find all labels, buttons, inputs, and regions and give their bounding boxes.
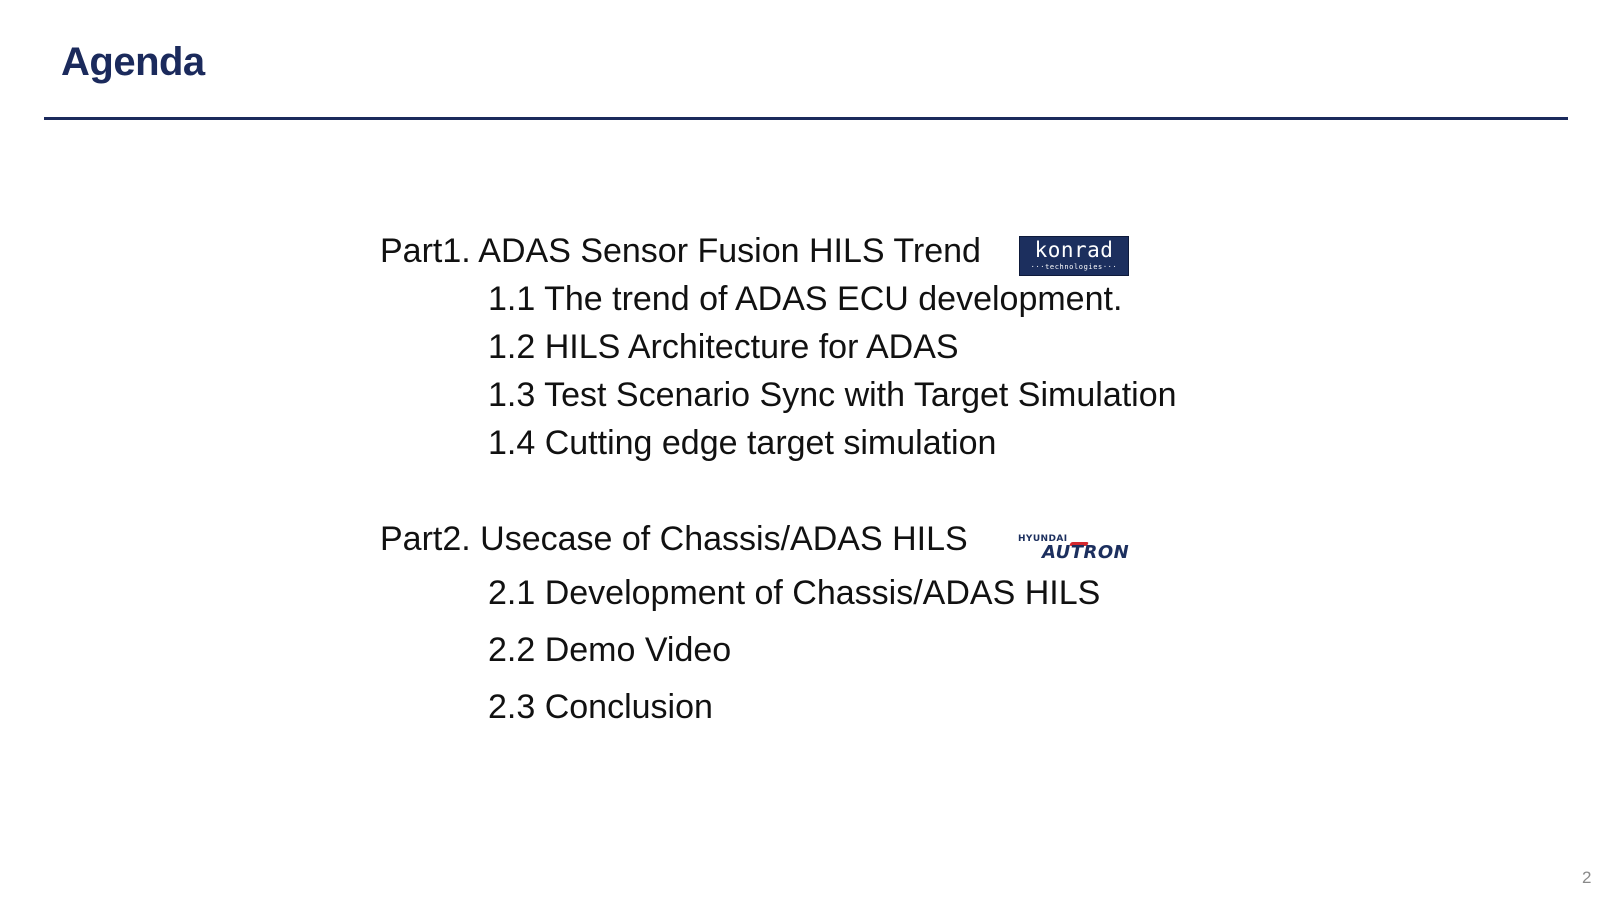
- agenda-item-1-3: 1.3 Test Scenario Sync with Target Simulation: [488, 376, 1177, 414]
- agenda-item-1-1: 1.1 The trend of ADAS ECU development.: [488, 280, 1123, 318]
- autron-logo-text: AUTRON: [1042, 542, 1130, 563]
- slide-title: Agenda: [61, 40, 205, 84]
- part1-heading: Part1. ADAS Sensor Fusion HILS Trend: [380, 232, 981, 270]
- agenda-item-1-4: 1.4 Cutting edge target simulation: [488, 424, 997, 462]
- agenda-item-2-2: 2.2 Demo Video: [488, 631, 732, 669]
- page-number: 2: [1582, 868, 1592, 887]
- konrad-logo-wordmark: konrad: [1034, 238, 1114, 262]
- part2-heading: Part2. Usecase of Chassis/ADAS HILS: [380, 520, 968, 558]
- agenda-item-2-3: 2.3 Conclusion: [488, 688, 713, 726]
- title-divider: [44, 117, 1568, 120]
- konrad-logo-subtext: ···technologies···: [1030, 263, 1118, 271]
- agenda-item-2-1: 2.1 Development of Chassis/ADAS HILS: [488, 574, 1101, 612]
- konrad-logo: [1019, 236, 1129, 276]
- agenda-item-1-2: 1.2 HILS Architecture for ADAS: [488, 328, 959, 366]
- hyundai-autron-logo: [1018, 534, 1133, 562]
- hyundai-logo-text: HYUNDAI: [1018, 534, 1068, 544]
